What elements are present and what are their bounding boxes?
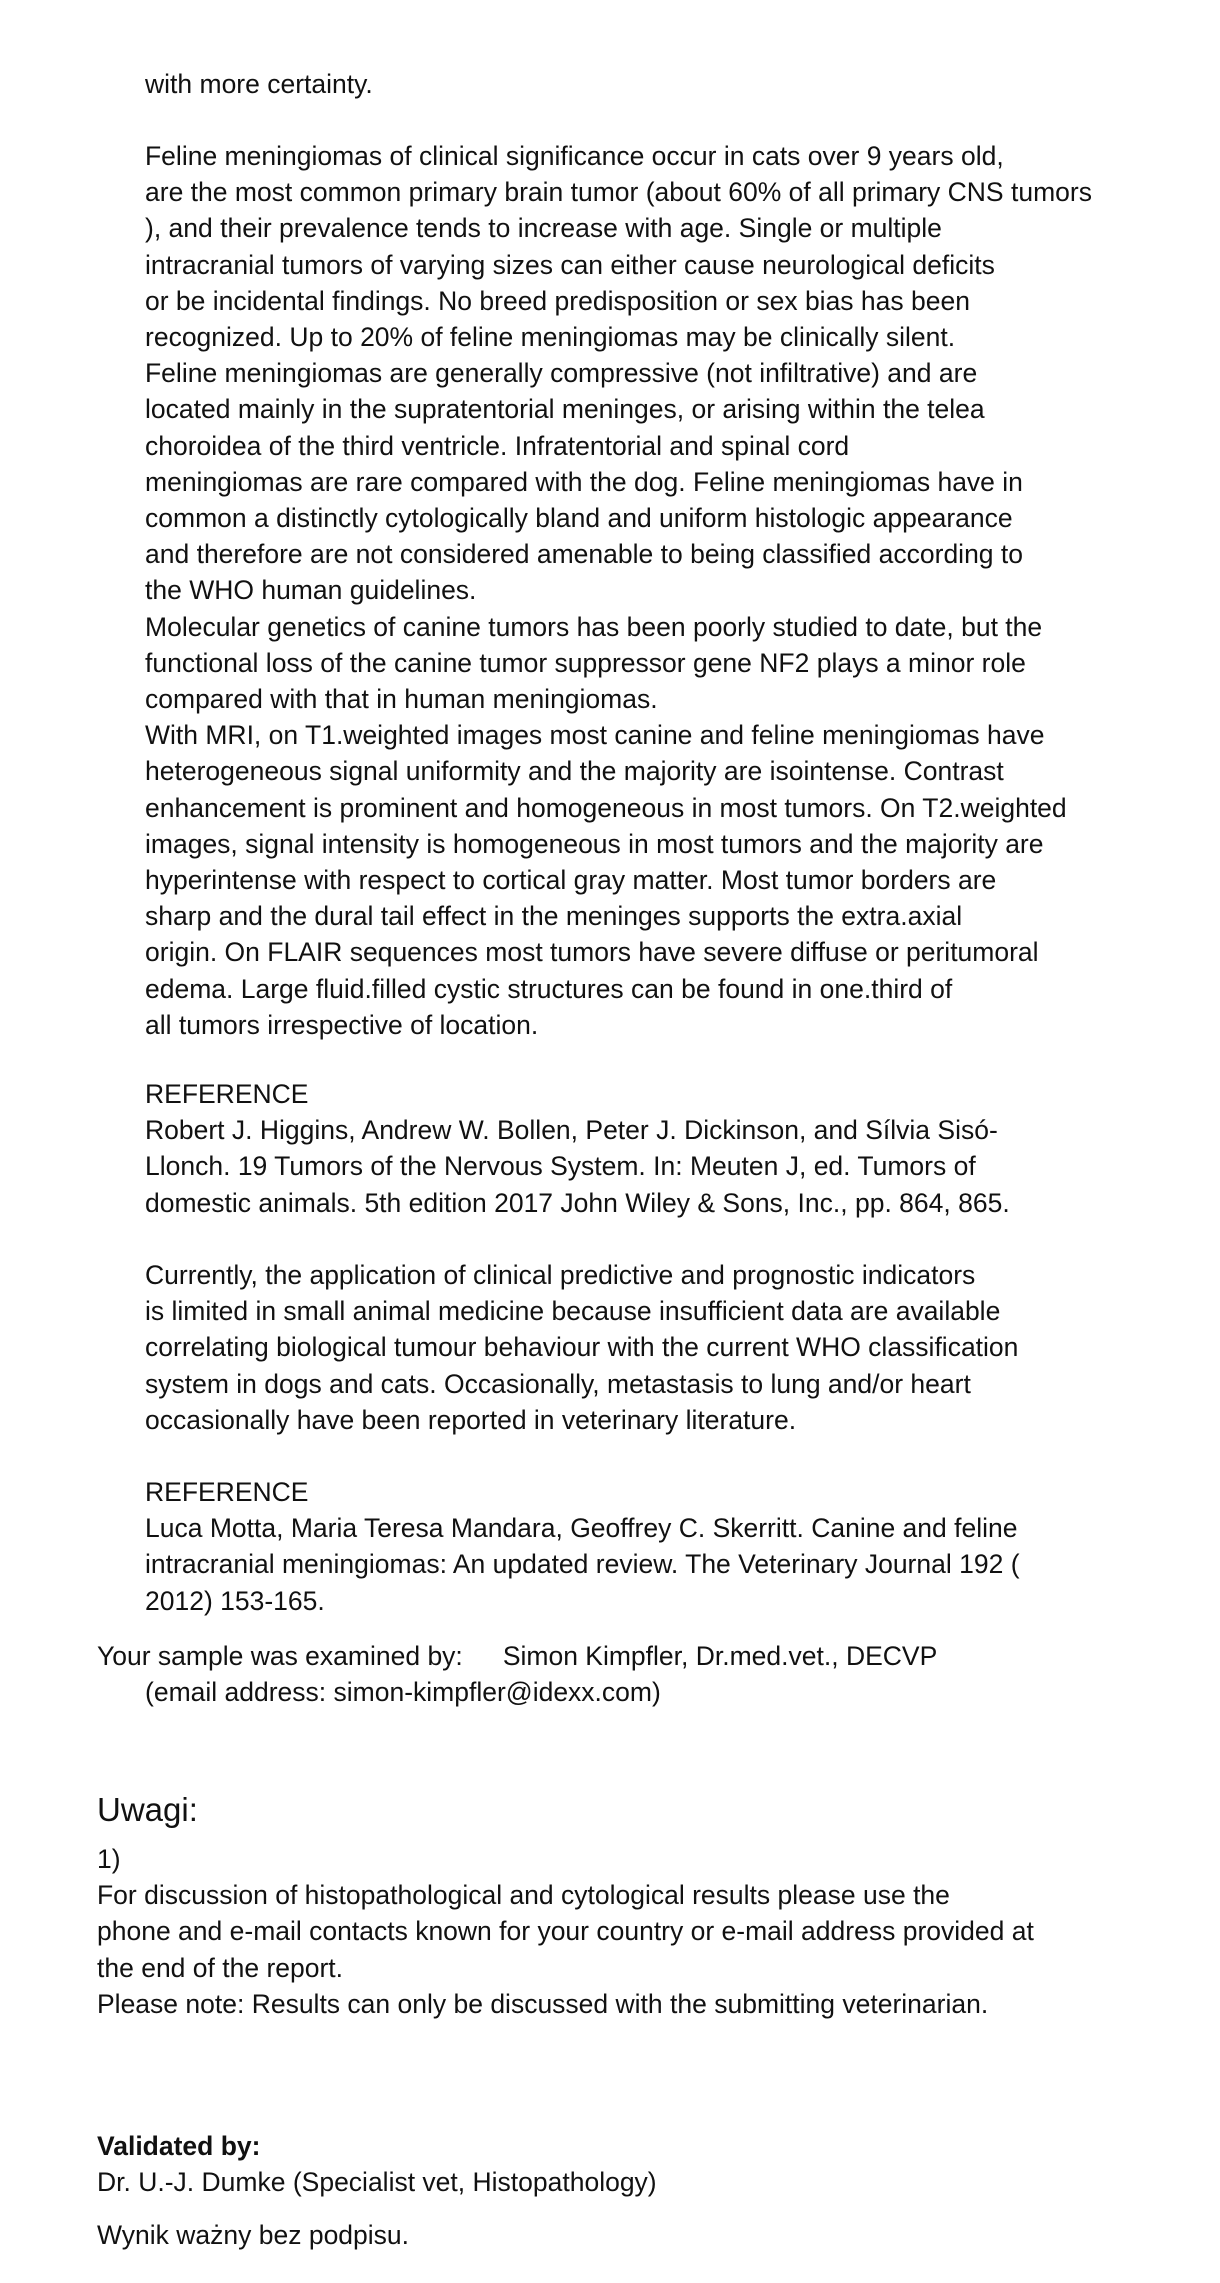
text-line: or be incidental findings. No breed predisposition or sex bias has been (145, 285, 970, 316)
examiner-row (97, 1638, 1187, 1674)
text-line: Robert J. Higgins, Andrew W. Bollen, Peter J. Dickinson, and Sílvia Sisó- (145, 1115, 998, 1146)
text-line: hyperintense with respect to cortical gray matter. Most tumor borders are (145, 865, 997, 896)
text-line: occasionally have been reported in veterinary literature. (145, 1404, 797, 1435)
text-line: Molecular genetics of canine tumors has been poorly studied to date, but the (145, 611, 1043, 642)
validity-note-block (97, 2217, 1187, 2253)
text-line: all tumors irrespective of location. (145, 1009, 539, 1040)
continuation-text (145, 66, 1185, 102)
text-line: images, signal intensity is homogeneous in most tumors and the majority are (145, 828, 1044, 859)
text-line: located mainly in the supratentorial meninges, or arising within the telea (145, 394, 985, 425)
text-line: system in dogs and cats. Occasionally, metastasis to lung and/or heart (145, 1368, 971, 1399)
text-line: edema. Large fluid.filled cystic structures can be found in one.third of (145, 973, 953, 1004)
text-line: origin. On FLAIR sequences most tumors have severe diffuse or peritumoral (145, 937, 1039, 968)
text-line: Luca Motta, Maria Teresa Mandara, Geoffrey C. Skerritt. Canine and feline (145, 1513, 1018, 1544)
notes-section (97, 1790, 1187, 1830)
text-line: recognized. Up to 20% of feline meningiomas may be clinically silent. (145, 322, 956, 353)
feline-meningioma-paragraph (145, 138, 1185, 1043)
text-line: With MRI, on T1.weighted images most canine and feline meningiomas have (145, 720, 1045, 751)
reference-heading: REFERENCE (145, 1477, 309, 1507)
text-line: intracranial tumors of varying sizes can either cause neurological deficits (145, 249, 995, 280)
text-line: sharp and the dural tail effect in the meninges supports the extra.axial (145, 901, 963, 932)
examiner-email: (email address: simon-kimpfler@idexx.com) (145, 1677, 661, 1707)
validator-name: Dr. U.-J. Dumke (Specialist vet, Histopathology) (97, 2167, 657, 2198)
examiner-label: Your sample was examined by: (97, 1641, 463, 1671)
text-line: ), and their prevalence tends to increase with age. Single or multiple (145, 213, 942, 244)
text-line: Feline meningiomas are generally compressive (not infiltrative) and are (145, 358, 978, 389)
notes-body (97, 1841, 1187, 2022)
text-line: is limited in small animal medicine because insufficient data are available (145, 1296, 1001, 1327)
text-line: functional loss of the canine tumor suppressor gene NF2 plays a minor role (145, 647, 1026, 678)
text-line: phone and e-mail contacts known for your country or e-mail address provided at (97, 1916, 1034, 1947)
text-line: Feline meningiomas of clinical significance occur in cats over 9 years old, (145, 141, 1004, 171)
text-line: common a distinctly cytologically bland and uniform histologic appearance (145, 503, 1013, 534)
notes-title: Uwagi: (97, 1791, 198, 1828)
validated-by-label: Validated by: (97, 2131, 261, 2161)
reference-block-2 (145, 1474, 1185, 1619)
text-line: choroidea of the third ventricle. Infratentorial and spinal cord (145, 430, 850, 461)
text-line: and therefore are not considered amenable to being classified according to (145, 539, 1024, 570)
text-line: 2012) 153-165. (145, 1585, 325, 1616)
examiner-name: Simon Kimpfler, Dr.med.vet., DECVP (502, 1641, 938, 1671)
text-line: the end of the report. (97, 1952, 344, 1983)
validity-note: Wynik ważny bez podpisu. (97, 2220, 410, 2250)
text-line: For discussion of histopathological and cytological results please use the (97, 1880, 950, 1911)
text-line: compared with that in human meningiomas. (145, 684, 658, 715)
text-line: Please note: Results can only be discussed with the submitting veterinarian. (97, 1988, 989, 2019)
text-line: enhancement is prominent and homogeneous in most tumors. On T2.weighted (145, 792, 1067, 823)
text-line: domestic animals. 5th edition 2017 John Wiley & Sons, Inc., pp. 864, 865. (145, 1187, 1010, 1218)
text-line: correlating biological tumour behaviour with the current WHO classification (145, 1332, 1019, 1363)
text-line: Currently, the application of clinical predictive and prognostic indicators (145, 1260, 976, 1290)
text-line: heterogeneous signal uniformity and the majority are isointense. Contrast (145, 756, 1004, 787)
text-line: intracranial meningiomas: An updated review. The Veterinary Journal 192 ( (145, 1549, 1020, 1580)
reference-heading: REFERENCE (145, 1079, 309, 1109)
examiner-block (97, 1638, 1187, 1674)
text-line: are the most common primary brain tumor (about 60% of all primary CNS tumors (145, 177, 1092, 208)
reference-block-1 (145, 1076, 1185, 1221)
note-number: 1) (97, 1844, 121, 1874)
text-line: meningiomas are rare compared with the dog. Feline meningiomas have in (145, 466, 1023, 497)
validation-block (97, 2128, 1187, 2200)
examiner-email-block (145, 1674, 1185, 1710)
text-line: the WHO human guidelines. (145, 575, 477, 606)
text-line: with more certainty. (145, 69, 373, 99)
text-line: Llonch. 19 Tumors of the Nervous System. In: Meuten J, ed. Tumors of (145, 1151, 976, 1182)
prognosis-paragraph (145, 1257, 1185, 1438)
